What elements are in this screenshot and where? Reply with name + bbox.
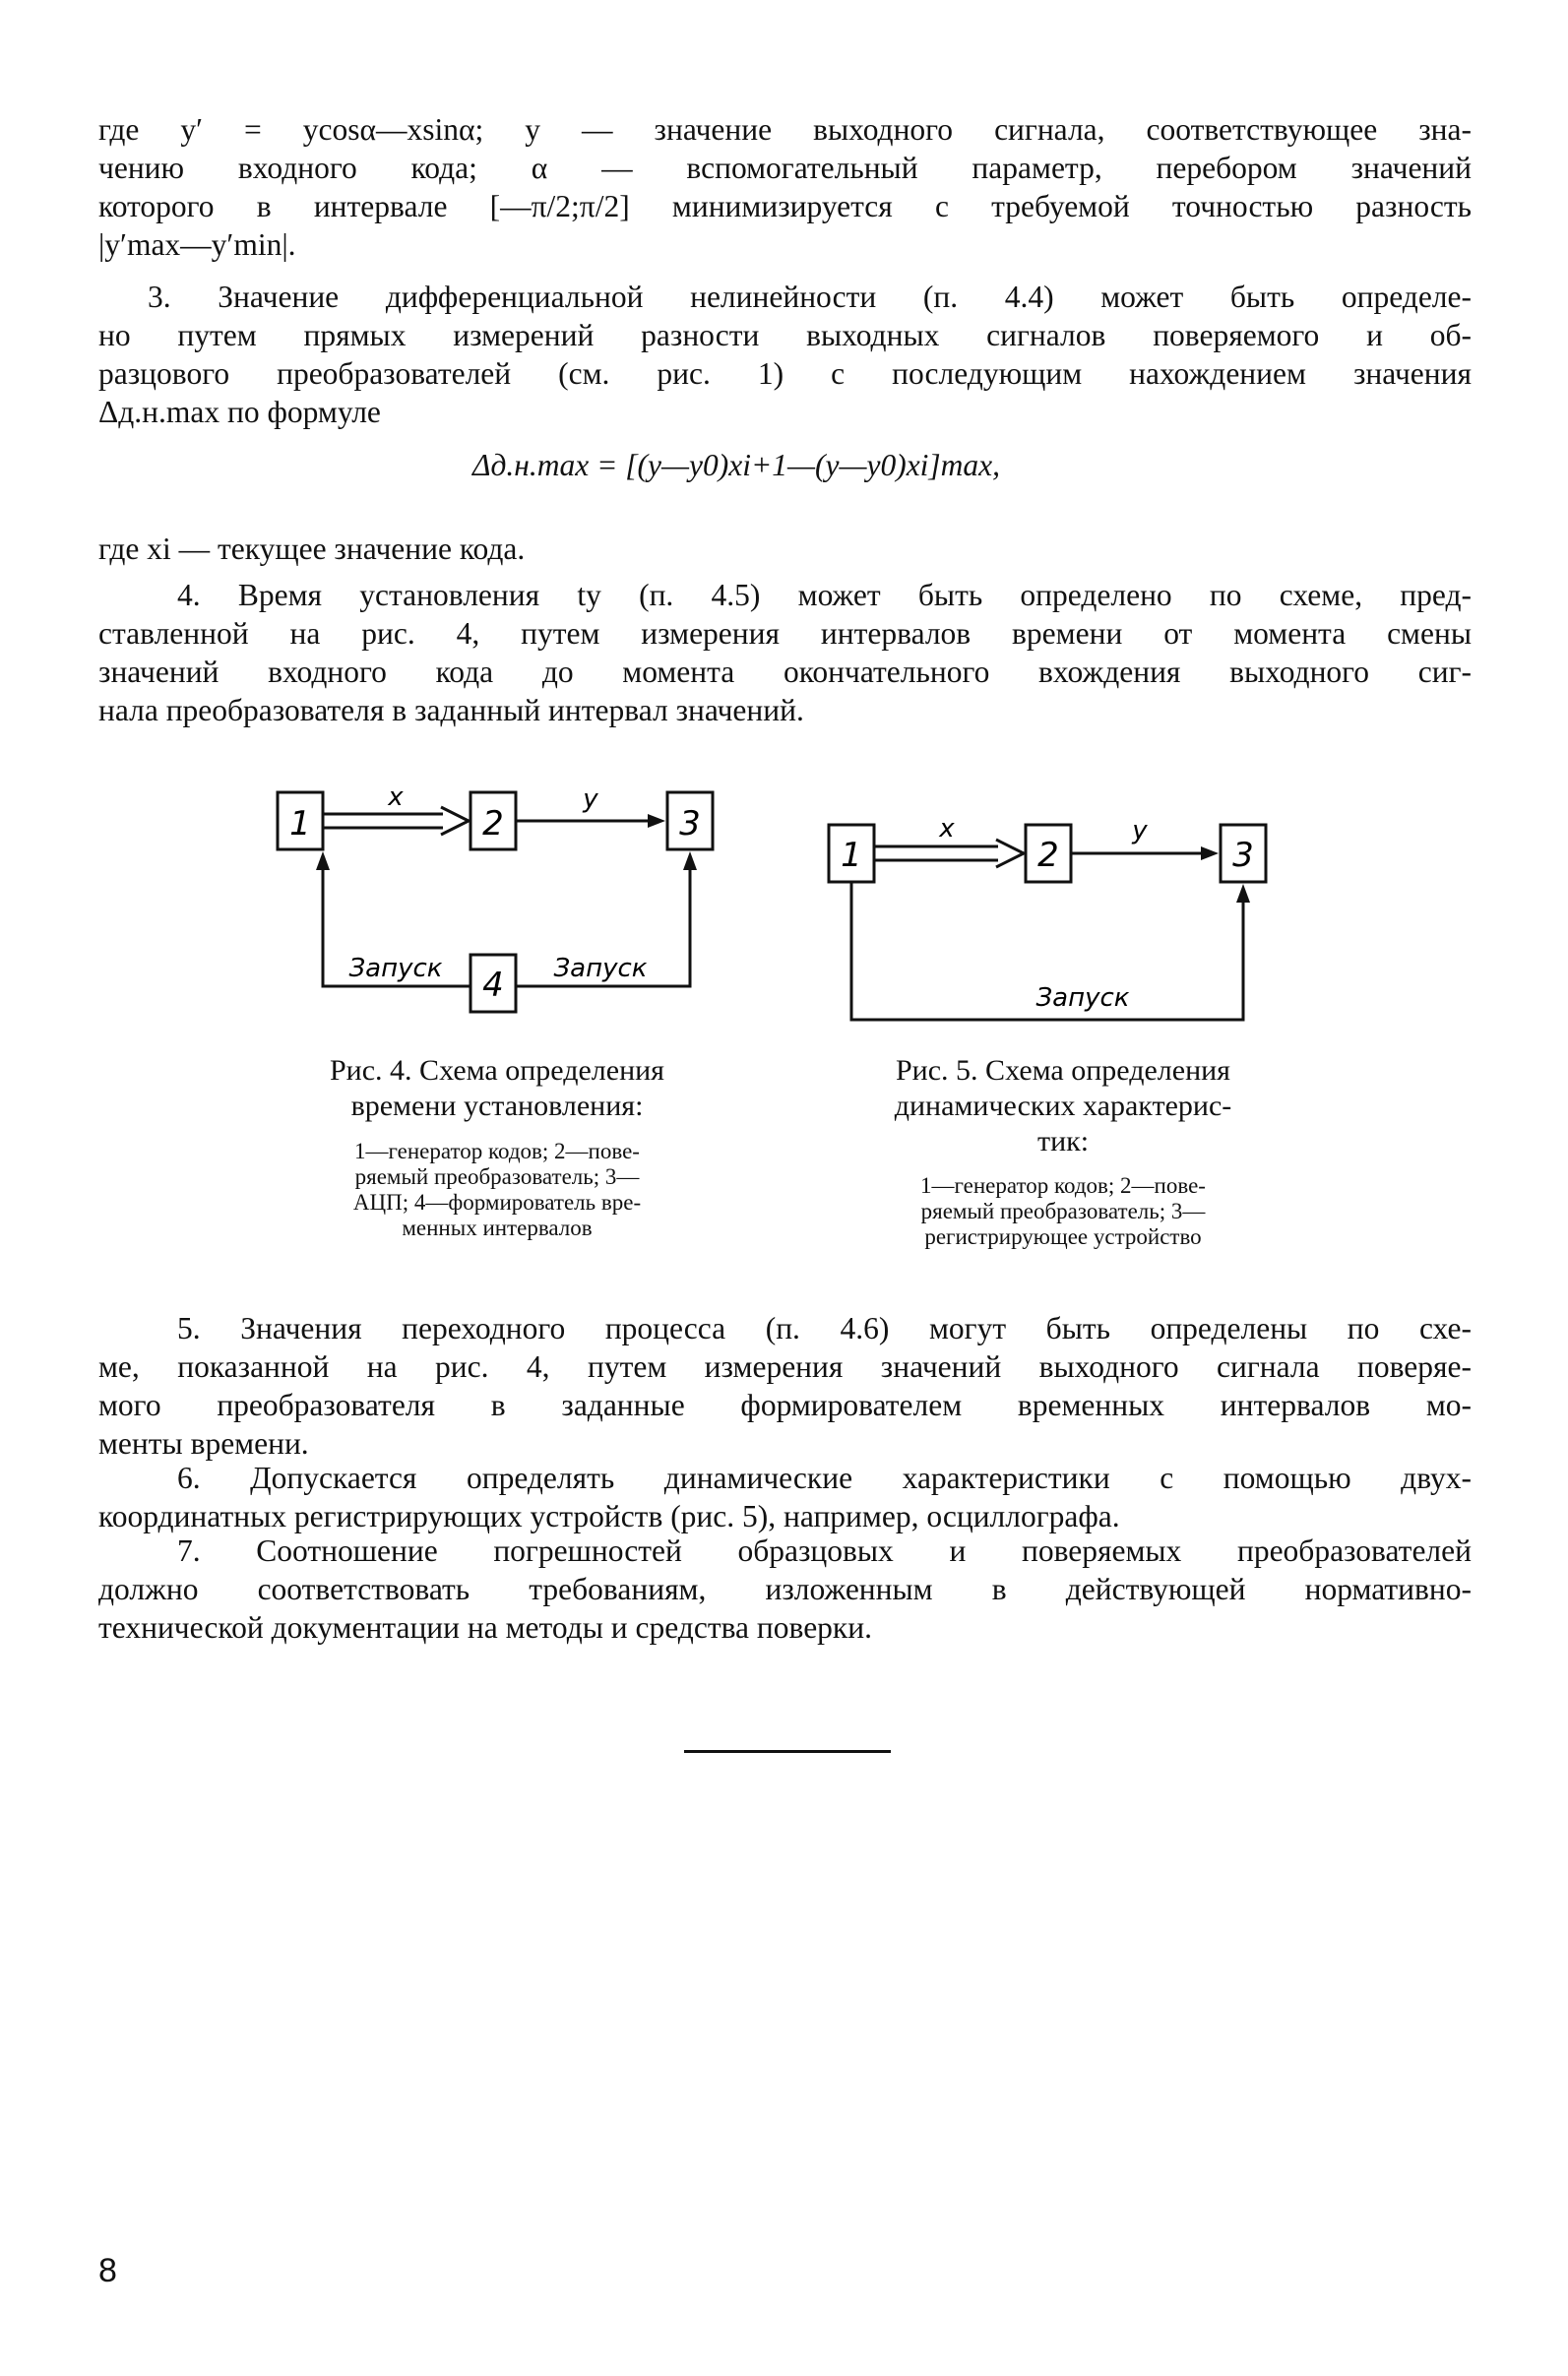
- fig5-signal-y: y: [1132, 816, 1148, 845]
- p2-line-4: Δд.н.max по формуле: [98, 395, 381, 429]
- p5-line-2: ме, показанной на рис. 4, путем измерения значений выходного сигнала поверяе-: [98, 1349, 1472, 1384]
- fig5-legend-line-1: 1—генератор кодов; 2—пове-: [920, 1173, 1206, 1198]
- paragraph-5: [98, 1309, 1472, 1463]
- paragraph-2: [98, 278, 1472, 431]
- figure-4-diagram: [256, 768, 738, 1043]
- fig5-caption-line-1: Рис. 5. Схема определения: [896, 1054, 1230, 1087]
- p2-line-2: но путем прямых измерений разности выходных сигналов поверяемого и об-: [98, 318, 1472, 352]
- formula: Δд.н.max = [(y—y0)xi+1—(y—y0)xi]max,: [472, 448, 1001, 482]
- fig5-label-1: 1: [841, 836, 862, 875]
- p1-line-4: |y′max—y′min|.: [98, 227, 296, 262]
- p1-line-3: которого в интервале [—π/2;π/2] минимизируется с требуемой точностью разность: [98, 189, 1472, 223]
- p7-line-2: должно соответствовать требованиям, изложенным в действующей нормативно-: [98, 1572, 1472, 1606]
- fig5-caption-line-3: тик:: [1036, 1125, 1090, 1157]
- fig4-caption-line-2: времени установления:: [350, 1090, 644, 1122]
- fig4-legend-line-1: 1—генератор кодов; 2—пове-: [354, 1139, 640, 1163]
- fig4-legend-line-4: менных интервалов: [402, 1216, 593, 1240]
- fig5-legend-line-3: регистрирующее устройство: [924, 1224, 1202, 1249]
- fig4-legend-line-3: АЦП; 4—формирователь вре-: [352, 1190, 642, 1215]
- fig5-label-2: 2: [1037, 836, 1059, 875]
- p4-line-4: нала преобразователя в заданный интервал значений.: [98, 693, 804, 727]
- p4-line-3: значений входного кода до момента окончательного вхождения выходного сиг-: [98, 655, 1472, 689]
- page-number: 8: [98, 2252, 117, 2289]
- fig4-signal-y: y: [583, 784, 598, 814]
- fig4-caption-line-1: Рис. 4. Схема определения: [330, 1054, 664, 1087]
- figure-4-caption: [251, 1053, 743, 1124]
- figure-4-legend: [256, 1139, 738, 1241]
- fig5-label-3: 3: [1232, 836, 1254, 875]
- fig4-start-right: Запуск: [553, 954, 648, 983]
- fig5-legend-line-2: ряемый преобразователь; 3—: [920, 1199, 1206, 1223]
- fig4-signal-x: x: [388, 782, 404, 812]
- fig4-legend-line-2: ряемый преобразователь; 3—: [354, 1164, 640, 1189]
- p7-line-3: технической документации на методы и средства поверки.: [98, 1610, 872, 1645]
- p3-line-1: где xi — текущее значение кода.: [98, 531, 526, 566]
- p6-line-1: 6. Допускается определять динамические характеристики с помощью двух-: [177, 1461, 1472, 1495]
- p5-line-3: мого преобразователя в заданные формирователем временных интервалов мо-: [98, 1388, 1472, 1422]
- fig5-signal-x: x: [939, 814, 955, 844]
- figure-5-caption: [807, 1053, 1319, 1159]
- p4-line-2: ставленной на рис. 4, путем измерения интервалов времени от момента смены: [98, 616, 1472, 651]
- fig5-start: Запуск: [1035, 983, 1130, 1013]
- paragraph-3: [98, 530, 1472, 568]
- fig5-caption-line-2: динамических характерис-: [894, 1090, 1232, 1122]
- figure-5-diagram: [807, 797, 1319, 1033]
- fig4-label-2: 2: [482, 804, 504, 844]
- p4-line-1: 4. Время установления tу (п. 4.5) может быть определено по схеме, пред-: [177, 578, 1472, 612]
- fig4-start-left: Запуск: [348, 954, 443, 983]
- p1-line-2: чению входного кода; α — вспомогательный параметр, перебором значений: [98, 151, 1472, 185]
- p1-line-1: где y′ = ycosα—xsinα; y — значение выходного сигнала, соответствующее зна-: [98, 112, 1472, 147]
- p7-line-1: 7. Соотношение погрешностей образцовых и поверяемых преобразователей: [177, 1533, 1472, 1568]
- fig4-label-1: 1: [289, 804, 311, 844]
- p6-line-2: координатных регистрирующих устройств (рис. 5), например, осциллографа.: [98, 1499, 1120, 1533]
- end-divider: [684, 1750, 891, 1753]
- p2-line-1: 3. Значение дифференциальной нелинейности (п. 4.4) может быть определе-: [148, 280, 1472, 314]
- p5-line-1: 5. Значения переходного процесса (п. 4.6) могут быть определены по схе-: [177, 1311, 1472, 1345]
- fig4-label-3: 3: [679, 804, 701, 844]
- figure-5-legend: [807, 1173, 1319, 1250]
- p2-line-3: разцового преобразователей (см. рис. 1) с последующим нахождением значения: [98, 356, 1472, 391]
- paragraph-6: [98, 1459, 1472, 1535]
- fig4-label-4: 4: [482, 966, 504, 1005]
- paragraph-7: [98, 1532, 1472, 1647]
- paragraph-1: [98, 110, 1472, 264]
- paragraph-4: [98, 576, 1472, 729]
- p5-line-4: менты времени.: [98, 1426, 309, 1461]
